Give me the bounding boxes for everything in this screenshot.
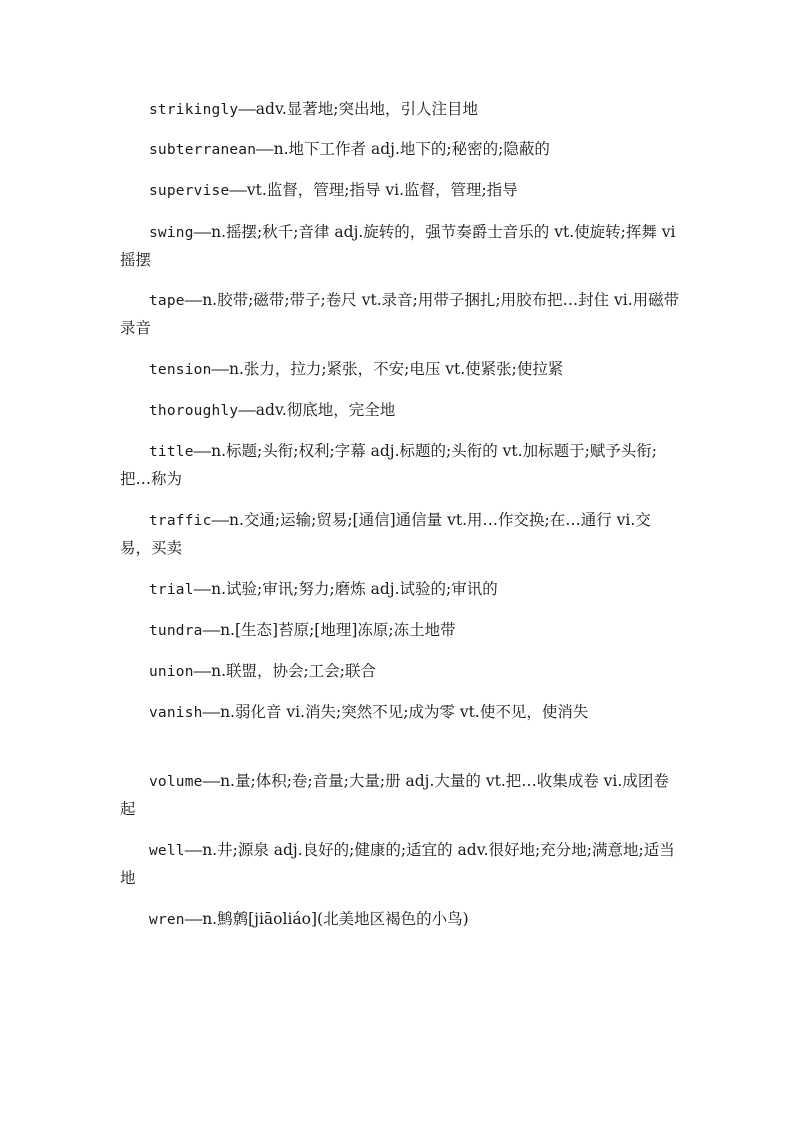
definition: n.张力，拉力;紧张，不安;电压 vt.使紧张;使拉紧 xyxy=(228,360,564,378)
separator: —— xyxy=(202,705,221,721)
separator: —— xyxy=(184,293,203,309)
separator: —— xyxy=(193,582,212,598)
definition: n.鹪鹩[jiāoliáo](北美地区褐色的小鸟) xyxy=(202,910,469,928)
vocab-entry-traffic xyxy=(120,507,680,562)
definition: n.联盟，协会;工会;联合 xyxy=(211,662,376,680)
separator: —— xyxy=(184,843,203,859)
definition: n.标题;头衔;权利;字幕 adj.标题的;头衔的 vt.加标题于;赋予头衔;把…称为 xyxy=(120,442,658,488)
headword: volume xyxy=(149,774,203,790)
vocab-entry-strikingly xyxy=(120,96,680,124)
definition: n.胶带;磁带;带子;卷尺 vt.录音;用带子捆扎;用胶布把…封住 vi.用磁带录音 xyxy=(120,291,680,337)
vocab-entry-subterranean xyxy=(120,136,680,164)
vocab-entry-tension xyxy=(120,356,680,384)
headword: union xyxy=(149,664,194,680)
definition: n.试验;审讯;努力;磨炼 adj.试验的;审讯的 xyxy=(211,580,498,598)
vocab-entry-volume xyxy=(120,768,680,823)
headword: vanish xyxy=(149,705,203,721)
separator: —— xyxy=(193,225,212,241)
headword: swing xyxy=(149,225,194,241)
definition: n.弱化音 vi.消失;突然不见;成为零 vt.使不见，使消失 xyxy=(220,703,589,721)
separator: —— xyxy=(184,912,203,928)
vocab-entry-title xyxy=(120,438,680,493)
separator: —— xyxy=(193,444,212,460)
separator: —— xyxy=(229,183,247,199)
separator: —— xyxy=(238,403,256,419)
headword: strikingly xyxy=(149,102,239,118)
definition: n.地下工作者 adj.地下的;秘密的;隐蔽的 xyxy=(273,140,550,158)
separator: —— xyxy=(211,513,229,529)
vocab-entry-tundra xyxy=(120,617,680,645)
vocab-entry-wren xyxy=(120,906,680,934)
definition: adv.彻底地，完全地 xyxy=(255,401,396,419)
separator: —— xyxy=(256,142,274,158)
headword: supervise xyxy=(149,183,230,199)
separator: —— xyxy=(202,774,221,790)
definition: n.量;体积;卷;音量;大量;册 adj.大量的 vt.把…收集成卷 vi.成团卷起 xyxy=(120,772,669,818)
vocab-entry-well xyxy=(120,837,680,892)
separator: —— xyxy=(238,102,256,118)
headword: thoroughly xyxy=(149,403,239,419)
definition: n.交通;运输;贸易;[通信]通信量 vt.用…作交换;在…通行 vi.交易，买卖 xyxy=(120,511,651,557)
vocab-entry-thoroughly xyxy=(120,397,680,425)
headword: tundra xyxy=(149,623,203,639)
headword: trial xyxy=(149,582,194,598)
vocab-entry-supervise xyxy=(120,177,680,205)
definition: adv.显著地;突出地，引人注目地 xyxy=(255,100,479,118)
separator: —— xyxy=(202,623,221,639)
headword: title xyxy=(149,444,194,460)
headword: tension xyxy=(149,362,212,378)
definition: n.摇摆;秋千;音律 adj.旋转的，强节奏爵士音乐的 vt.使旋转;挥舞 vi 摇摆 xyxy=(120,223,676,269)
headword: tape xyxy=(149,293,185,309)
definition: vt.监督，管理;指导 vi.监督，管理;指导 xyxy=(246,181,518,199)
vocab-entry-swing xyxy=(120,219,680,274)
definition: n.井;源泉 adj.良好的;健康的;适宜的 adv.很好地;充分地;满意地;适当地 xyxy=(120,841,675,887)
vocab-entry-trial xyxy=(120,576,680,604)
vocab-entry-vanish xyxy=(120,699,680,727)
headword: subterranean xyxy=(149,142,257,158)
vocab-entry-union xyxy=(120,658,680,686)
separator: —— xyxy=(193,664,212,680)
headword: wren xyxy=(149,912,185,928)
headword: well xyxy=(149,843,185,859)
vocab-entry-tape xyxy=(120,287,680,342)
headword: traffic xyxy=(149,513,212,529)
separator: —— xyxy=(211,362,229,378)
definition: n.[生态]苔原;[地理]冻原;冻土地带 xyxy=(220,621,456,639)
